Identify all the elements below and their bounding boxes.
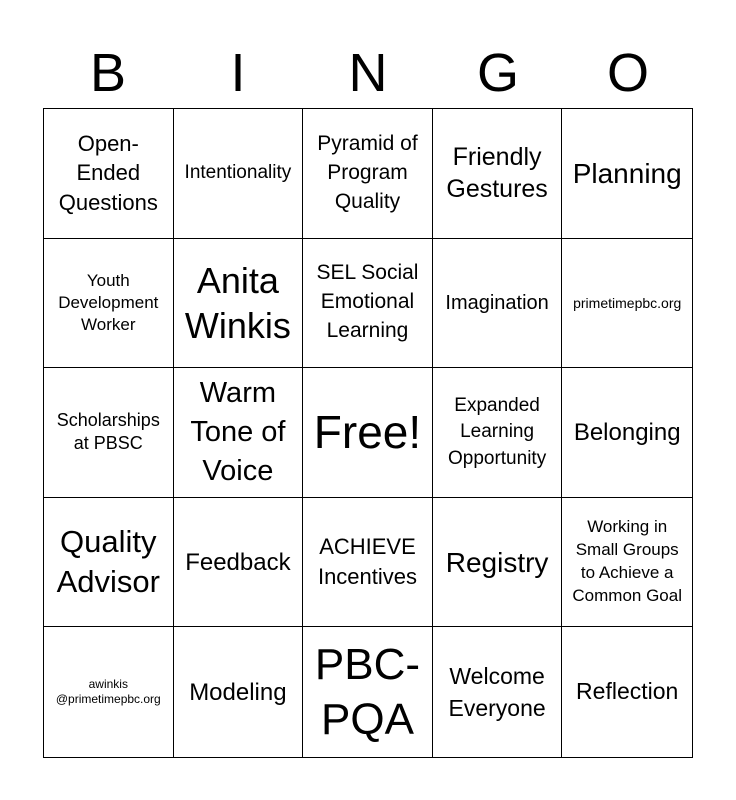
bingo-cell[interactable]: [44, 498, 174, 628]
bingo-cell-label: Imagination: [445, 291, 549, 314]
bingo-cell[interactable]: [44, 368, 174, 498]
bingo-cell[interactable]: [303, 627, 433, 757]
bingo-cell[interactable]: [433, 627, 563, 757]
bingo-cell-label: Belonging: [573, 418, 681, 446]
bingo-cell[interactable]: [303, 239, 433, 369]
bingo-cell-label: Modeling: [189, 678, 287, 706]
bingo-cell[interactable]: [562, 368, 692, 498]
bingo-cell-label: Intentionality: [184, 161, 292, 183]
bingo-cell[interactable]: [174, 627, 304, 757]
bingo-cell-label: Pyramid of Program Quality: [317, 131, 418, 213]
bingo-cell[interactable]: [562, 627, 692, 757]
bingo-cell[interactable]: [433, 368, 563, 498]
bingo-cell-label: Expanded Learning Opportunity: [447, 394, 547, 469]
bingo-cell-label: Planning: [572, 157, 682, 189]
bingo-cell[interactable]: [303, 498, 433, 628]
bingo-cell[interactable]: [44, 239, 174, 369]
bingo-cell-label: Feedback: [185, 548, 291, 576]
bingo-cell-label: PBC-PQA: [314, 640, 421, 745]
bingo-cell-label: ACHIEVE Incentives: [317, 534, 418, 590]
bingo-cell-label: Registry: [445, 546, 549, 578]
header-letter-n: N: [348, 43, 388, 103]
bingo-cell[interactable]: [562, 109, 692, 239]
bingo-cell-label: Reflection: [576, 678, 679, 705]
bingo-board: [43, 108, 693, 758]
bingo-cell[interactable]: [44, 109, 174, 239]
bingo-cell-label: Warm Tone of Voice: [190, 376, 286, 488]
bingo-cell[interactable]: [174, 368, 304, 498]
bingo-cell-label: Friendly Gestures: [446, 142, 548, 204]
bingo-cell[interactable]: [303, 368, 433, 498]
bingo-cell-label: Free!: [313, 406, 422, 459]
bingo-cell[interactable]: [433, 109, 563, 239]
bingo-cell-label: Quality Advisor: [56, 523, 160, 600]
header-letter-o: O: [606, 43, 649, 103]
bingo-cell-label: Welcome Everyone: [448, 663, 546, 722]
header-letter-b: B: [89, 43, 127, 103]
bingo-cell-label: Open-Ended Questions: [58, 130, 158, 216]
bingo-cell[interactable]: [44, 627, 174, 757]
bingo-cell-label: awinkis @primetimepbc.org: [55, 676, 161, 707]
bingo-cell[interactable]: [303, 109, 433, 239]
bingo-cell-label: Working in Small Groups to Achieve a Common Goal: [572, 517, 682, 606]
bingo-cell[interactable]: [433, 239, 563, 369]
bingo-cell[interactable]: [174, 498, 304, 628]
bingo-cell-label: primetimepbc.org: [573, 294, 682, 311]
bingo-cell[interactable]: [562, 498, 692, 628]
bingo-cell-label: Anita Winkis: [184, 259, 291, 346]
header-letter-g: G: [476, 43, 519, 103]
bingo-header: [43, 40, 693, 106]
bingo-cell[interactable]: [562, 239, 692, 369]
header-letter-i: I: [230, 43, 246, 103]
bingo-cell[interactable]: [174, 109, 304, 239]
bingo-cell[interactable]: [174, 239, 304, 369]
bingo-cell-label: SEL Social Emotional Learning: [316, 261, 419, 343]
bingo-cell-label: Scholarships at PBSC: [56, 410, 160, 454]
bingo-cell-label: Youth Development Worker: [58, 270, 159, 334]
bingo-cell[interactable]: [433, 498, 563, 628]
